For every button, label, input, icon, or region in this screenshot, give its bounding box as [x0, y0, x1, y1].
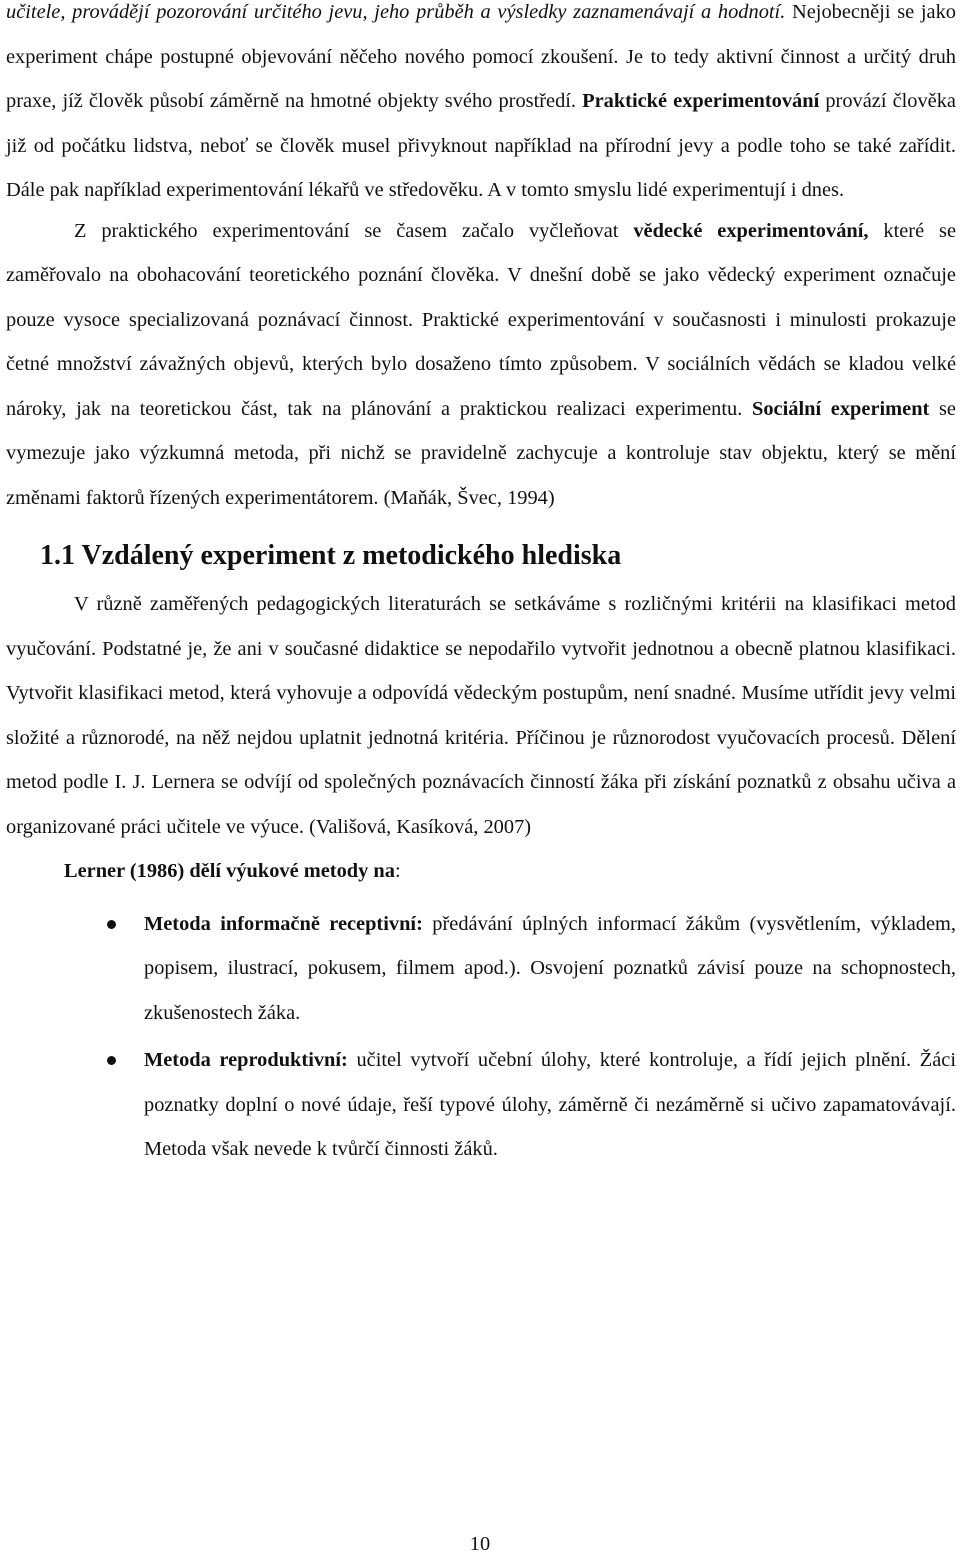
method-description: předávání úplných informací žákům (vysvětlením, výkladem, popisem, ilustrací, pokusem, filmem apod.). Osvojení poznatků závisí pouze na schopnostech, zkušenostech žáka. — [144, 912, 956, 1024]
intro-paragraph — [6, 0, 956, 213]
intro-bold-term: Praktické experimentování — [582, 90, 820, 112]
lerner-suffix: : — [394, 860, 401, 882]
list-item — [6, 1038, 956, 1172]
intro-text-1: Nejobecněji se jako experiment chápe postupné objevování něčeho nového pomocí zkoušení. Je to tedy aktivní činnost a určitý druh praxe, jíž člověk působí záměrně na hmotné objekty svého prostředí. — [6, 1, 956, 112]
classification-paragraph: V různě zaměřených pedagogických literaturách se setkáváme s rozličnými kritérii na klasifikaci metod vyučování. Podstatné je, že ani v současné didaktice se nepodařilo vytvořit jednotnou a obecně platnou klasifikaci. Vytvořit klasifikaci metod, která vyhovuje a odpovídá vědeckým postupům, není snadné. Musíme utřídit jevy velmi složité a různorodé, na něž nejdou uplatnit jednotná kritéria. Příčinou je různorodost vyučovacích procesů. Dělení metod podle I. J. Lernera se odvíjí od společných poznávacích činností žáka při získání poznatků z obsahu učiva a organizované práci učitele ve výuce. (Vališová, Kasíková, 2007) — [6, 593, 956, 838]
para2-bold-term-2: Sociální experiment — [752, 397, 930, 420]
experiment-paragraph — [6, 209, 956, 521]
para2-text-3: se vymezuje jako výzkumná metoda, při nichž se pravidelně zachycuje a kontroluje stav objektu, který se mění změnami faktorů řízených experimentátorem. (Maňák, Švec, 1994) — [6, 397, 956, 509]
method-name: Metoda informačně receptivní: — [144, 912, 423, 935]
para2-text-2: které se zaměřovalo na obohacování teoretického poznání člověka. V dnešní době se jako vědecký experiment označuje pouze vysoce specializovaná poznávací činnost. Praktické experimentování v současnosti i minulosti prokazuje četné množství závažných objevů, kterých bylo dosaženo tímto způsobem. V sociálních vědách se kladou velké nároky, jak na teoretickou část, tak na plánování a praktickou realizaci experimentu. — [6, 219, 956, 420]
para2-text-1: Z praktického experimentování se časem začalo vyčleňovat — [74, 219, 634, 242]
list-item — [6, 902, 956, 1036]
document-page — [6, 0, 956, 1175]
para2-bold-term-1: vědecké experimentování, — [633, 219, 869, 242]
section-heading: 1.1 Vzdálený experiment z metodického hlediska — [40, 540, 622, 571]
lerner-bold: Lerner (1986) dělí výukové metody na — [64, 860, 395, 882]
methods-list — [6, 902, 956, 1172]
method-name: Metoda reproduktivní: — [144, 1049, 348, 1071]
bullet-icon — [107, 920, 116, 929]
lerner-intro — [64, 849, 956, 894]
method-description: učitel vytvoří učební úlohy, které kontroluje, a řídí jejich plnění. Žáci poznatky doplní o nové údaje, řeší typové úlohy, záměrně či nezáměrně si učivo zapamatovávají. Metoda však nevede k tvůrčí činnosti žáků. — [144, 1049, 956, 1160]
page-number: 10 — [469, 1533, 491, 1555]
bullet-icon — [107, 1056, 116, 1065]
intro-text-2: provází člověka již od počátku lidstva, neboť se člověk musel přivyknout například na přírodní jevy a podle toho se také zařídit. Dále pak například experimentování lékařů ve středověku. A v tomto smyslu lidé experimentují i dnes. — [6, 90, 956, 201]
intro-italic: učitele, provádějí pozorování určitého jevu, jeho průběh a výsledky zaznamenávají a hodnotí. — [6, 1, 786, 23]
